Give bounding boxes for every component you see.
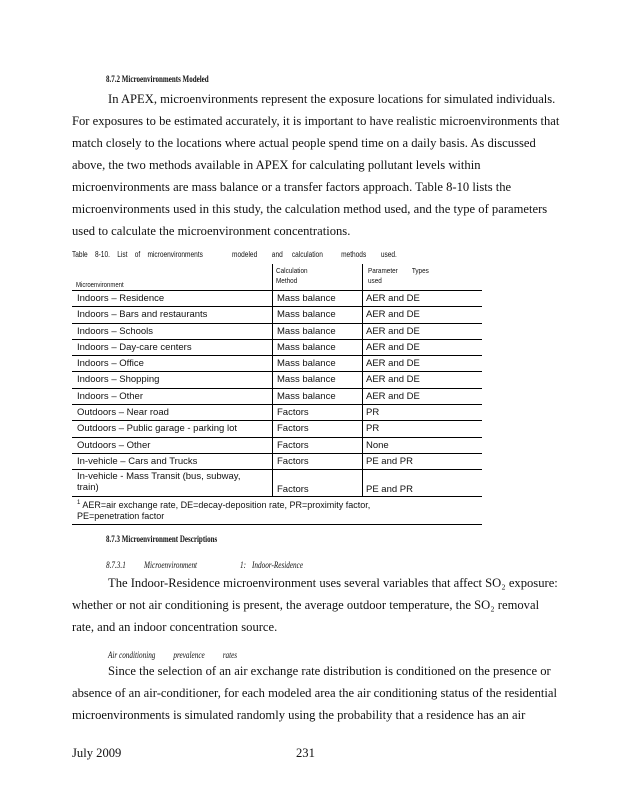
cell-params: PE and PR [366,455,413,467]
table-row [72,372,482,388]
cell-method: Mass balance [277,293,336,304]
subsection-index: 1: [240,560,246,570]
paragraph-line: whether or not air conditioning is present, the average outdoor temperature, the SO₂ removal [72,598,540,612]
table-row [72,438,482,454]
subsection-title: Indoor-Residence [252,560,304,570]
cell-microenvironment: Outdoors – Near road [77,407,169,419]
cell-microenvironment: Outdoors – Other [77,439,151,451]
section-heading: 8.7.2 Microenvironments Modeled [106,74,209,84]
paragraph-line: microenvironments used in this study, the calculation method used, and the type of parameters [72,202,548,216]
cell-microenvironment: In-vehicle - Mass Transit (bus, subway, train) [77,471,241,494]
cell-params: AER and DE [366,341,420,353]
table-row [72,470,482,497]
table-row [72,307,482,323]
subsection-label: Microenvironment [144,560,198,570]
cell-params: AER and DE [366,374,420,386]
cell-method: Mass balance [277,374,336,386]
table-caption: Table 8-10. List of microenvironments modeled and calculation methods used. [72,250,397,259]
cell-microenvironment: Indoors – Schools [77,325,154,337]
cell-params: PR [366,423,380,435]
footer-date: July 2009 [72,746,122,760]
cell-microenvironment: Indoors – Office [77,358,144,370]
cell-params: PE and PR [366,484,413,496]
column-divider [272,264,273,290]
cell-microenvironment: Indoors – Shopping [77,374,160,386]
paragraph-line: microenvironments is simulated randomly using the probability that a residence has an air [72,708,526,722]
column-divider [362,264,363,290]
cell-method: Factors [277,455,309,467]
paragraph-line: In APEX, microenvironments represent the exposure locations for simulated individuals. [108,92,556,106]
paragraph-line: match closely to the locations where actual people spend time on a daily basis. As discussed [72,136,536,150]
cell-method: Factors [277,484,309,496]
cell-params: AER and DE [366,309,420,321]
cell-microenvironment: Indoors – Bars and restaurants [77,309,208,321]
cell-params: AER and DE [366,325,420,337]
table-row [72,324,482,340]
cell-method: Factors [277,439,309,451]
paragraph-line: For exposures to be estimated accurately, it is important to have realistic microenvironments that [72,114,560,128]
subheading-air-conditioning: Air conditioning prevalence rates [108,650,238,660]
cell-params: AER and DE [366,358,420,370]
subsection-number: 8.7.3.1 [106,560,126,570]
header-calculation-method: Calculation Method [276,266,308,285]
table-row [72,454,482,470]
table-row [72,291,482,307]
paragraph-line: rate, and an indoor concentration source. [72,620,278,634]
cell-method: Factors [277,423,309,435]
paragraph-line: used to calculate the microenvironment concentrations. [72,224,351,238]
paragraph-line: The Indoor-Residence microenvironment uses several variables that affect SO₂ exposure: [108,576,558,590]
cell-microenvironment: Indoors – Other [77,390,144,402]
header-parameter-types: Parameter Types used [368,266,429,285]
paragraph-line: above, the two methods available in APEX for calculating pollutant levels within [72,158,481,172]
cell-microenvironment: Outdoors – Public garage - parking lot [77,423,238,435]
table-header [72,264,482,291]
table-row [72,340,482,356]
cell-params: AER and DE [366,390,420,402]
paragraph-line: microenvironments are mass balance or a transfer factors approach. Table 8-10 lists the [72,180,512,194]
paragraph-line: Since the selection of an air exchange rate distribution is conditioned on the presence or [108,664,551,678]
table-row [72,356,482,372]
cell-method: Factors [277,407,309,419]
cell-method: Mass balance [277,309,336,321]
cell-method: Mass balance [277,341,336,353]
table-body [72,291,482,470]
cell-microenvironment: Indoors – Day-care centers [77,341,192,353]
section-heading: 8.7.3 Microenvironment Descriptions [106,534,218,544]
cell-microenvironment: In-vehicle – Cars and Trucks [77,455,198,467]
header-microenvironment: Microenvironment [76,280,124,289]
cell-params: PR [366,407,380,419]
cell-method: Mass balance [277,325,336,337]
page-number: 231 [296,746,315,760]
cell-params: AER and DE [366,293,420,304]
table-row [72,389,482,405]
cell-method: Mass balance [277,390,336,402]
table-footnote: $^1$ AER=air exchange rate, DE=decay-deposition rate, PR=proximity factor, PE=penetration factor [72,497,482,525]
cell-microenvironment: Indoors – Residence [77,293,165,304]
table-row [72,405,482,421]
cell-method: Mass balance [277,358,336,370]
table-row [72,421,482,437]
paragraph-line: absence of an air-conditioner, for each modeled area the air conditioning status of the residential [72,686,557,700]
microenvironment-table [72,264,482,525]
cell-params: None [366,439,389,451]
